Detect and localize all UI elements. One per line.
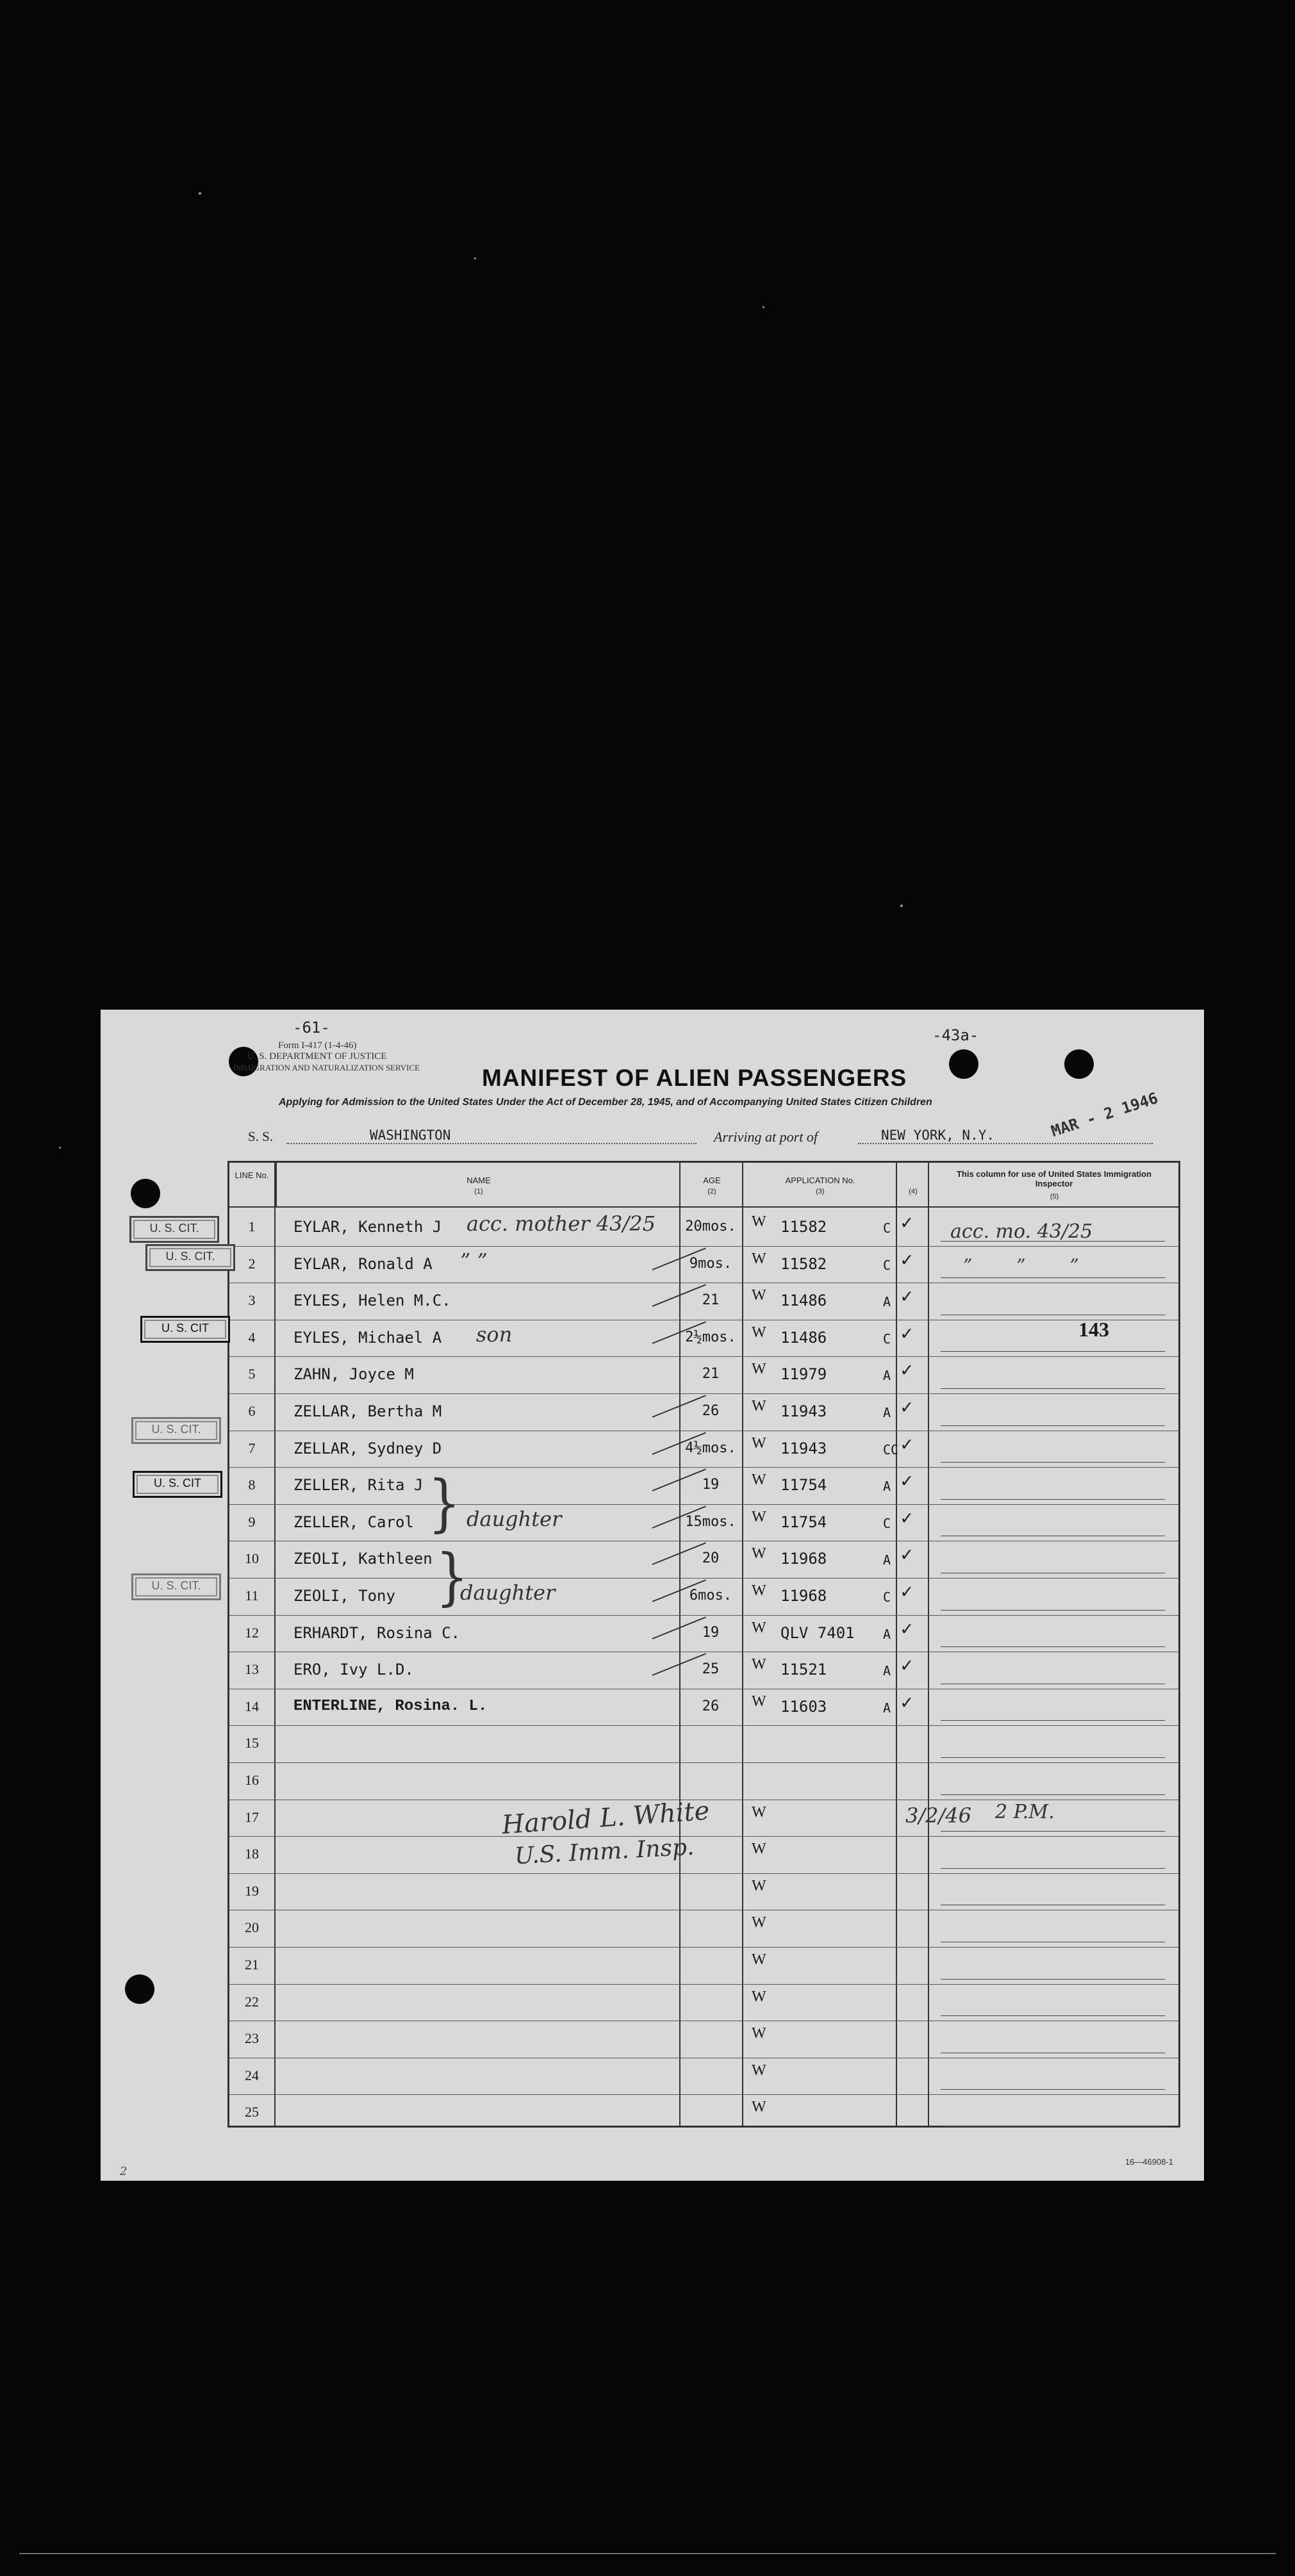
passenger-age: 19 bbox=[702, 1477, 720, 1493]
inspector-row-line bbox=[941, 2089, 1165, 2090]
form-department: U. S. DEPARTMENT OF JUSTICE bbox=[247, 1051, 387, 1062]
row-line-number: 2 bbox=[248, 1255, 256, 1272]
us-citizen-stamp: U. S. CIT bbox=[140, 1316, 230, 1343]
row-divider bbox=[229, 1393, 1178, 1394]
application-number: 11968 bbox=[780, 1550, 827, 1568]
passenger-age: 2½mos. bbox=[685, 1329, 736, 1345]
row-line-number: 10 bbox=[245, 1550, 259, 1567]
passenger-age: 6mos. bbox=[689, 1587, 732, 1604]
header-line-label: LINE No. bbox=[235, 1170, 269, 1180]
inspector-row-line bbox=[941, 1610, 1165, 1611]
application-prefix: W bbox=[752, 1508, 766, 1525]
scan-border-line bbox=[19, 2553, 1276, 2554]
us-citizen-stamp: U. S. CIT. bbox=[131, 1573, 221, 1600]
row-line-number: 3 bbox=[248, 1292, 256, 1309]
signature-time: 2 P.M. bbox=[995, 1801, 1055, 1823]
passenger-age: 20mos. bbox=[685, 1218, 736, 1235]
row-divider bbox=[229, 1578, 1178, 1579]
inspector-row-line bbox=[941, 2015, 1165, 2016]
header-inspector-label: This column for use of United States Immigration Inspector bbox=[956, 1169, 1152, 1188]
header-name bbox=[276, 1163, 679, 1208]
row-line-number: 6 bbox=[248, 1403, 256, 1419]
row-line-number: 15 bbox=[245, 1735, 259, 1752]
us-citizen-stamp: U. S. CIT. bbox=[145, 1244, 235, 1271]
status-code: CC bbox=[883, 1441, 899, 1457]
application-prefix: W bbox=[752, 1877, 766, 1894]
ship-name: WASHINGTON bbox=[370, 1128, 451, 1143]
application-prefix: W bbox=[752, 1472, 766, 1489]
application-number: 11582 bbox=[780, 1218, 827, 1236]
passenger-name: ZELLAR, Bertha M bbox=[293, 1402, 442, 1420]
status-code: A bbox=[883, 1405, 891, 1420]
passenger-name: ZELLAR, Sydney D bbox=[293, 1439, 442, 1457]
inspector-row-line bbox=[941, 1757, 1165, 1758]
inspection-check: ✓ bbox=[901, 1691, 913, 1714]
header-inspector bbox=[928, 1163, 1178, 1208]
us-citizen-stamp: U. S. CIT bbox=[133, 1471, 222, 1498]
row-divider bbox=[229, 1246, 1178, 1247]
application-prefix: W bbox=[752, 2025, 766, 2042]
inspector-row-line bbox=[941, 1794, 1165, 1795]
header-col4-num: (4) bbox=[909, 1188, 918, 1195]
header-name-num: (1) bbox=[474, 1188, 483, 1195]
passenger-name: ZELLER, Rita J bbox=[293, 1476, 424, 1495]
status-code: A bbox=[883, 1700, 891, 1716]
passenger-age: 9mos. bbox=[689, 1255, 732, 1272]
row-line-number: 1 bbox=[248, 1218, 256, 1235]
application-prefix: W bbox=[752, 1841, 766, 1858]
row-divider bbox=[229, 1836, 1178, 1837]
application-number: 11968 bbox=[780, 1587, 827, 1605]
status-code: A bbox=[883, 1368, 891, 1384]
header-inspector-num: (5) bbox=[1050, 1193, 1059, 1201]
application-number: 11979 bbox=[780, 1365, 827, 1384]
handwritten-note: daughter bbox=[460, 1580, 556, 1605]
handwritten-note: daughter bbox=[466, 1506, 562, 1531]
status-code: C bbox=[883, 1257, 891, 1273]
inspector-row-line bbox=[941, 1868, 1165, 1869]
header-age bbox=[679, 1163, 742, 1208]
passenger-name: ERHARDT, Rosina C. bbox=[293, 1623, 461, 1642]
punch-hole bbox=[949, 1049, 978, 1079]
inspector-row-line bbox=[941, 2126, 1165, 2127]
manifest-sheet bbox=[101, 1010, 1204, 2181]
header-age-num: (2) bbox=[707, 1188, 716, 1195]
passenger-age: 19 bbox=[702, 1624, 720, 1641]
inspection-check: ✓ bbox=[901, 1543, 913, 1566]
inspector-note-row1: acc. mo. 43/25 bbox=[950, 1220, 1093, 1243]
application-prefix: W bbox=[752, 1914, 766, 1932]
status-code: A bbox=[883, 1626, 891, 1642]
row-divider bbox=[229, 1504, 1178, 1505]
row-divider bbox=[229, 1356, 1178, 1357]
col-divider bbox=[274, 1163, 276, 2126]
application-prefix: W bbox=[752, 1803, 766, 1821]
application-number: 11943 bbox=[780, 1439, 827, 1457]
application-number: 11486 bbox=[780, 1328, 827, 1347]
row-line-number: 11 bbox=[245, 1587, 259, 1604]
form-code: 16—46908-1 bbox=[1125, 2157, 1173, 2167]
application-number: 11582 bbox=[780, 1254, 827, 1273]
row-divider bbox=[229, 1947, 1178, 1948]
row-line-number: 7 bbox=[248, 1440, 256, 1456]
application-prefix: W bbox=[752, 1545, 766, 1563]
inspection-check: ✓ bbox=[901, 1470, 913, 1493]
status-code: A bbox=[883, 1663, 891, 1679]
application-prefix: W bbox=[752, 1988, 766, 2005]
inspector-row-line bbox=[941, 1277, 1165, 1278]
application-number: 11754 bbox=[780, 1476, 827, 1495]
inspector-count: 143 bbox=[1078, 1318, 1109, 1341]
inspection-check: ✓ bbox=[901, 1248, 913, 1271]
header-application-num: (3) bbox=[816, 1188, 825, 1195]
status-code: A bbox=[883, 1552, 891, 1568]
row-divider bbox=[229, 1762, 1178, 1763]
passenger-age: 26 bbox=[702, 1698, 720, 1714]
passenger-name: EYLAR, Ronald A bbox=[293, 1254, 433, 1273]
application-prefix: W bbox=[752, 2062, 766, 2079]
inspection-check: ✓ bbox=[901, 1322, 913, 1345]
header-line-no bbox=[229, 1163, 274, 1208]
application-prefix: W bbox=[752, 1250, 766, 1267]
row-line-number: 8 bbox=[248, 1477, 256, 1493]
row-line-number: 24 bbox=[245, 2067, 259, 2083]
passenger-table bbox=[227, 1161, 1180, 2128]
inspector-row-line bbox=[941, 1646, 1165, 1647]
passenger-age: 4½mos. bbox=[685, 1440, 736, 1456]
inspection-check: ✓ bbox=[901, 1580, 913, 1603]
inspection-check: ✓ bbox=[901, 1506, 913, 1529]
application-number: 11754 bbox=[780, 1513, 827, 1531]
row-divider bbox=[229, 1984, 1178, 1985]
page-mark-right: -43a- bbox=[932, 1026, 979, 1044]
signature-name: Harold L. White bbox=[500, 1796, 711, 1841]
page-mark-left: -61- bbox=[293, 1019, 330, 1037]
port-underline bbox=[858, 1143, 1153, 1144]
punch-hole bbox=[1064, 1049, 1094, 1079]
row-divider bbox=[229, 1725, 1178, 1726]
port-name: NEW YORK, N.Y. bbox=[881, 1128, 995, 1143]
corner-mark: 2 bbox=[120, 2165, 128, 2178]
application-prefix: W bbox=[752, 1434, 766, 1452]
inspector-row-line bbox=[941, 1388, 1165, 1389]
col-divider bbox=[679, 1163, 680, 2126]
inspector-row-line bbox=[941, 1831, 1165, 1832]
arriving-label: Arriving at port of bbox=[714, 1129, 818, 1145]
header-name-label: NAME bbox=[466, 1176, 491, 1185]
row-line-number: 18 bbox=[245, 1846, 259, 1862]
header-application bbox=[742, 1163, 896, 1208]
bracket-mark: } bbox=[428, 1467, 461, 1539]
col-divider bbox=[928, 1163, 929, 2126]
col-divider bbox=[896, 1163, 897, 2126]
passenger-name: ZELLER, Carol bbox=[293, 1513, 414, 1531]
application-prefix: W bbox=[752, 1398, 766, 1415]
status-code: C bbox=[883, 1589, 891, 1605]
inspection-check: ✓ bbox=[901, 1432, 913, 1456]
row-line-number: 13 bbox=[245, 1661, 259, 1678]
application-prefix: W bbox=[752, 1951, 766, 1968]
bracket-mark: } bbox=[436, 1541, 468, 1613]
passenger-name: ERO, Ivy L.D. bbox=[293, 1661, 414, 1679]
row-line-number: 14 bbox=[245, 1698, 259, 1714]
application-prefix: W bbox=[752, 1287, 766, 1304]
form-info bbox=[233, 1040, 420, 1073]
arrival-date-stamp: MAR - 2 1946 bbox=[1048, 1088, 1160, 1141]
inspector-row-line bbox=[941, 1425, 1165, 1426]
row-line-number: 12 bbox=[245, 1624, 259, 1641]
row-line-number: 23 bbox=[245, 2030, 259, 2047]
header-age-label: AGE bbox=[703, 1176, 721, 1185]
passenger-name: ENTERLINE, Rosina. L. bbox=[293, 1697, 488, 1715]
document-subtitle: Applying for Admission to the United States Under the Act of December 28, 1945, and of Accompanying United States Citizen Children bbox=[279, 1097, 932, 1108]
inspector-row-line bbox=[941, 1499, 1165, 1500]
passenger-name: EYLAR, Kenneth J bbox=[293, 1218, 442, 1236]
application-prefix: W bbox=[752, 1361, 766, 1378]
punch-hole bbox=[131, 1179, 160, 1208]
status-code: C bbox=[883, 1220, 891, 1236]
signature-title: U.S. Imm. Insp. bbox=[514, 1834, 695, 1870]
passenger-name: EYLES, Michael A bbox=[293, 1328, 442, 1347]
application-prefix: W bbox=[752, 2099, 766, 2116]
row-divider bbox=[229, 2094, 1178, 2095]
application-number: 11943 bbox=[780, 1402, 827, 1420]
col-divider bbox=[742, 1163, 743, 2126]
inspector-row-line bbox=[941, 1351, 1165, 1352]
inspection-check: ✓ bbox=[901, 1211, 913, 1234]
inspection-check: ✓ bbox=[901, 1396, 913, 1418]
ship-underline bbox=[286, 1143, 697, 1144]
us-citizen-stamp: U. S. CIT. bbox=[131, 1417, 221, 1444]
row-line-number: 20 bbox=[245, 1919, 259, 1936]
row-divider bbox=[229, 1467, 1178, 1468]
inspector-row-line bbox=[941, 1462, 1165, 1463]
punch-hole bbox=[125, 1974, 154, 2004]
header-col4 bbox=[896, 1163, 928, 1208]
passenger-name: EYLES, Helen M.C. bbox=[293, 1292, 451, 1310]
row-divider bbox=[229, 1615, 1178, 1616]
application-prefix: W bbox=[752, 1324, 766, 1341]
passenger-name: ZAHN, Joyce M bbox=[293, 1365, 414, 1384]
application-prefix: W bbox=[752, 1693, 766, 1710]
status-code: A bbox=[883, 1479, 891, 1495]
passenger-name: ZEOLI, Kathleen bbox=[293, 1550, 433, 1568]
signature-date: 3/2/46 bbox=[905, 1803, 971, 1828]
passenger-age: 15mos. bbox=[685, 1513, 736, 1530]
status-code: A bbox=[883, 1294, 891, 1310]
row-line-number: 9 bbox=[248, 1513, 256, 1530]
row-line-number: 25 bbox=[245, 2104, 259, 2121]
application-prefix: W bbox=[752, 1619, 766, 1636]
passenger-age: 26 bbox=[702, 1403, 720, 1419]
application-number: 11486 bbox=[780, 1292, 827, 1310]
row-line-number: 21 bbox=[245, 1957, 259, 1973]
handwritten-note: acc. mother 43/25 bbox=[466, 1211, 656, 1236]
status-code: C bbox=[883, 1331, 891, 1347]
row-line-number: 16 bbox=[245, 1772, 259, 1788]
application-prefix: W bbox=[752, 1213, 766, 1230]
row-line-number: 4 bbox=[248, 1329, 256, 1345]
passenger-age: 20 bbox=[702, 1550, 720, 1567]
us-citizen-stamp: U. S. CIT. bbox=[129, 1216, 219, 1243]
row-line-number: 22 bbox=[245, 1993, 259, 2010]
form-number: Form I-417 (1-4-46) bbox=[278, 1040, 357, 1051]
application-number: QLV 7401 bbox=[780, 1623, 855, 1642]
inspection-check: ✓ bbox=[901, 1617, 913, 1640]
inspection-check: ✓ bbox=[901, 1654, 913, 1677]
inspection-check: ✓ bbox=[901, 1285, 913, 1308]
inspector-row-line bbox=[941, 1979, 1165, 1980]
passenger-age: 21 bbox=[702, 1366, 720, 1382]
application-prefix: W bbox=[752, 1582, 766, 1599]
passenger-name: ZEOLI, Tony bbox=[293, 1587, 395, 1605]
application-prefix: W bbox=[752, 1656, 766, 1673]
row-divider bbox=[229, 1873, 1178, 1874]
application-number: 11603 bbox=[780, 1697, 827, 1716]
inspection-check: ✓ bbox=[901, 1359, 913, 1382]
inspector-row-line bbox=[941, 1720, 1165, 1721]
handwritten-note: ” ” bbox=[460, 1248, 488, 1273]
row-line-number: 19 bbox=[245, 1882, 259, 1899]
status-code: C bbox=[883, 1515, 891, 1531]
form-service: IMMIGRATION AND NATURALIZATION SERVICE bbox=[233, 1063, 420, 1072]
header-application-label: APPLICATION No. bbox=[785, 1176, 855, 1185]
passenger-age: 21 bbox=[702, 1292, 720, 1309]
application-number: 11521 bbox=[780, 1661, 827, 1679]
handwritten-note: son bbox=[476, 1322, 513, 1347]
inspector-note-row2: ” ” ” bbox=[963, 1255, 1098, 1276]
row-line-number: 17 bbox=[245, 1809, 259, 1825]
passenger-age: 25 bbox=[702, 1661, 720, 1678]
row-line-number: 5 bbox=[248, 1366, 256, 1382]
document-title: MANIFEST OF ALIEN PASSENGERS bbox=[482, 1065, 907, 1091]
ship-label: S. S. bbox=[248, 1129, 274, 1144]
